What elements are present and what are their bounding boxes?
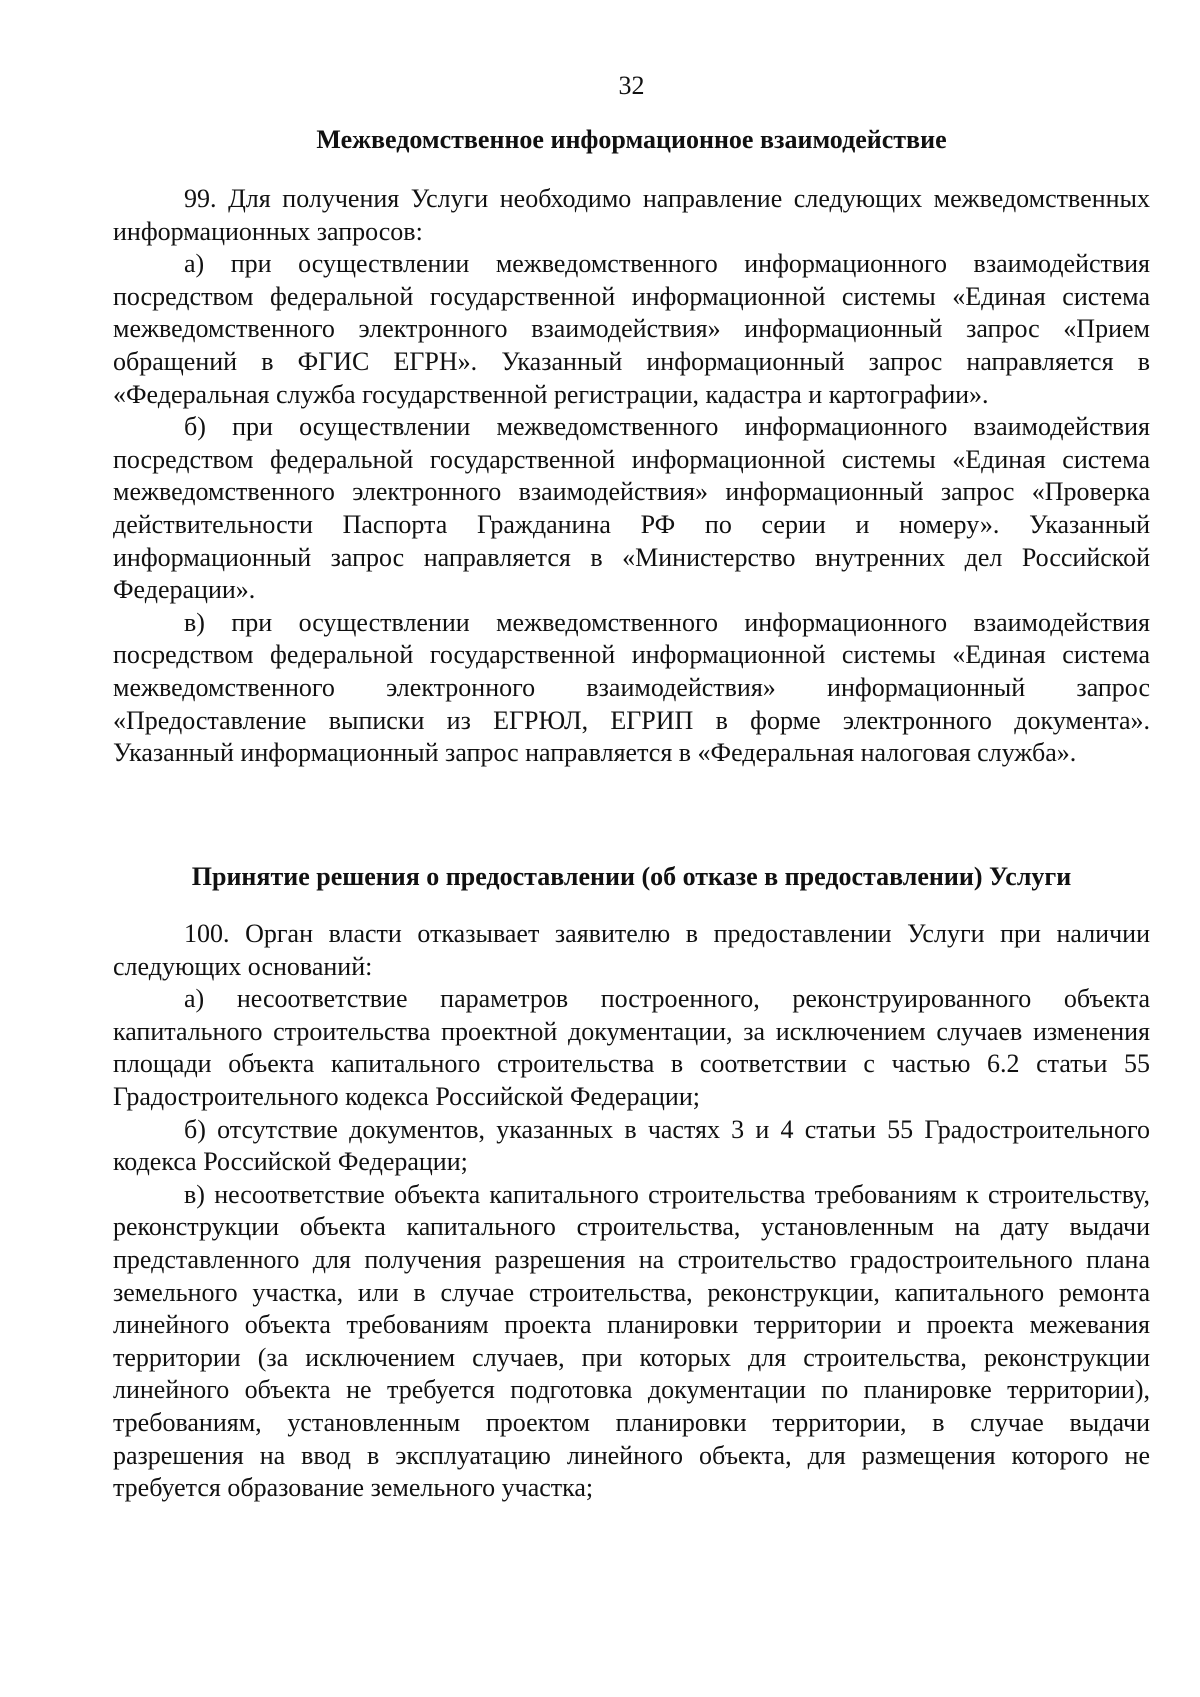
paragraph-99-a: а) при осуществлении межведомственного информационного взаимодействия посредством федеральной государственной информационной системы «Единая система межведомственного электронного взаимодействия» информационный запрос «Прием обращений в ФГИС ЕГРН». Указанный информационный запрос направляется в «Федеральная служба государственной регистрации, кадастра и картографии». — [113, 249, 1150, 409]
paragraph-99: 99. Для получения Услуги необходимо направление следующих межведомственных информационных запросов: — [113, 184, 1150, 246]
paragraph-100-a: а) несоответствие параметров построенного, реконструированного объекта капитального строительства проектной документации, за исключением случаев изменения площади объекта капитального строительства в соответствии с частью 6.2 статьи 55 Градостроительного кодекса Российской Федерации; — [113, 984, 1150, 1111]
section-body-interagency — [113, 183, 1150, 770]
page-number: 32 — [618, 71, 645, 100]
section-body-decision — [113, 918, 1150, 1505]
section-heading-decision: Принятие решения о предоставлении (об отказе в предоставлении) Услуги — [191, 862, 1072, 891]
paragraph-100-v: в) несоответствие объекта капитального строительства требованиям к строительству, реконструкции объекта капитального строительства, установленным на дату выдачи представленного для получения разрешения на строительство градостроительного плана земельного участка, или в случае строительства, реконструкции, капитального ремонта линейного объекта требованиям проекта планировки территории и проекта межевания территории (за исключением случаев, при которых для строительства, реконструкции линейного объекта не требуется подготовка документации по планировке территории), требованиям, установленным проектом планировки территории, в случае выдачи разрешения на ввод в эксплуатацию линейного объекта, для размещения которого не требуется образование земельного участка; — [113, 1179, 1150, 1503]
section-heading-interagency: Межведомственное информационное взаимодействие — [316, 125, 947, 154]
paragraph-99-v: в) при осуществлении межведомственного информационного взаимодействия посредством федеральной государственной информационной системы «Единая система межведомственного электронного взаимодействия» информационный запрос «Предоставление выписки из ЕГРЮЛ, ЕГРИП в форме электронного документа». Указанный информационный запрос направляется в «Федеральная налоговая служба». — [113, 607, 1150, 768]
paragraph-99-b: б) при осуществлении межведомственного информационного взаимодействия посредством федеральной государственной информационной системы «Единая система межведомственного электронного взаимодействия» информационный запрос «Проверка действительности Паспорта Гражданина РФ по серии и номеру». Указанный информационный запрос направляется в «Министерство внутренних дел Российской Федерации». — [113, 412, 1150, 605]
paragraph-100: 100. Орган власти отказывает заявителю в предоставлении Услуги при наличии следующих оснований: — [113, 919, 1150, 981]
paragraph-100-b: б) отсутствие документов, указанных в частях 3 и 4 статьи 55 Градостроительного кодекса Российской Федерации; — [113, 1114, 1150, 1177]
